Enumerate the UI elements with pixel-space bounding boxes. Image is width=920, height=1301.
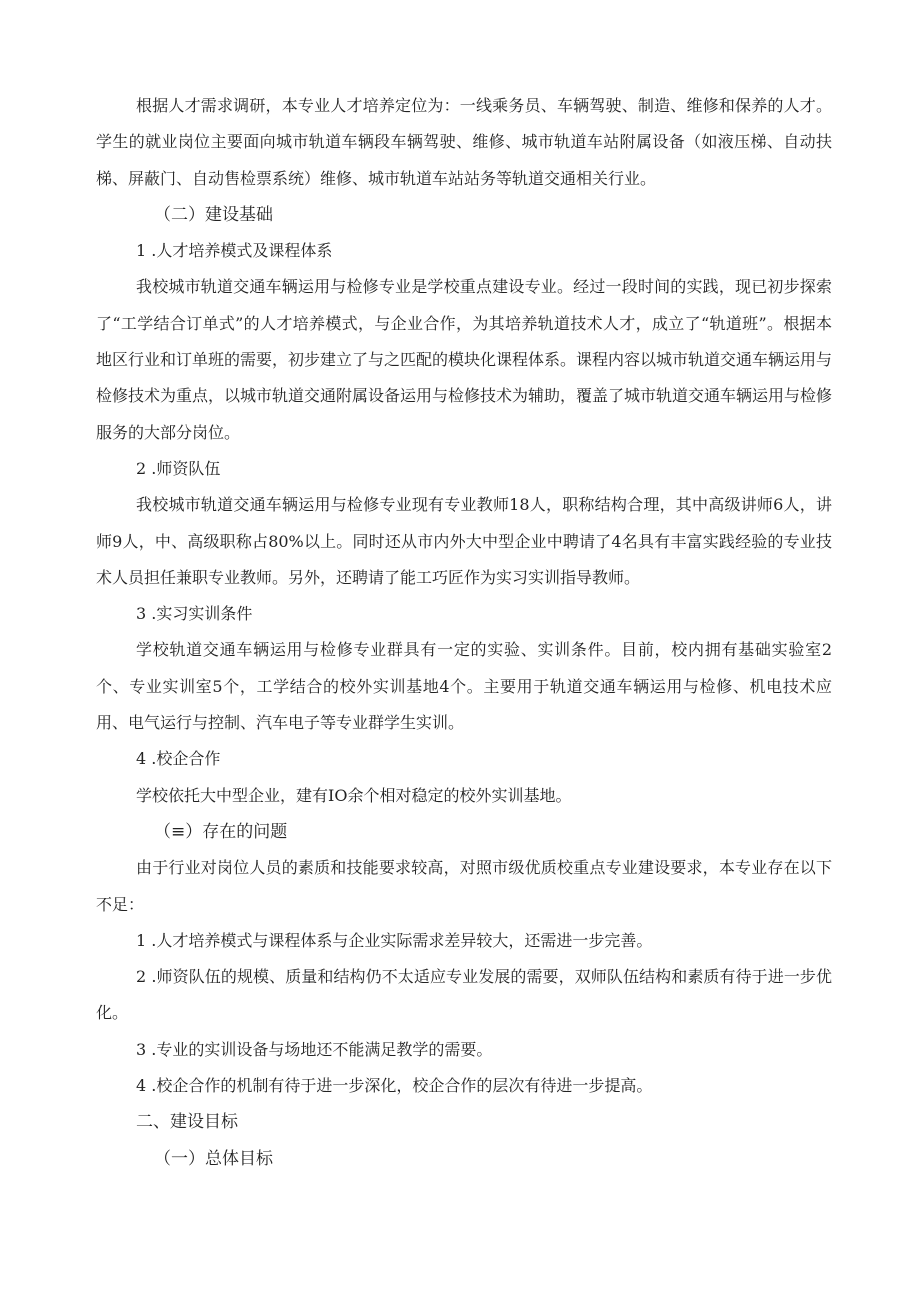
section-b-title: （二）建设基础 — [154, 204, 273, 225]
sub3-title: 3 .实习实训条件 — [136, 604, 253, 624]
intro-paragraph: 根据人才需求调研，本专业人才培养定位为：一线乘务员、车辆驾驶、制造、维修和保养的人才。学生的就业岗位主要面向城市轨道车辆段车辆驾驶、维修、城市轨道车站附属设备（如液压梯、自动扶梯、屏蔽门、自动售检票系统）维修、城市轨道车站站务等轨道交通相关行业。 — [96, 96, 832, 188]
sub3-body: 学校轨道交通车辆运用与检修专业群具有一定的实验、实训条件。目前，校内拥有基础实验室2个、专业实训室5个，工学结合的校外实训基地4个。主要用于轨道交通车辆运用与检修、机电技术应用、电气运行与控制、汽车电子等专业群学生实训。 — [96, 640, 832, 733]
sub2-title: 2 .师资队伍 — [136, 458, 221, 478]
issue-item-2: 2 .师资队伍的规模、质量和结构仍不太适应专业发展的需要，双师队伍结构和素质有待于进一步优化。 — [96, 967, 832, 1023]
sub1-title: 1 .人才培养模式及课程体系 — [136, 241, 333, 261]
issue-item-1: 1 .人才培养模式与课程体系与企业实际需求差异较大，还需进一步完善。 — [136, 930, 653, 950]
section-c-title: （≡）存在的问题 — [154, 821, 288, 842]
section-c-body: 由于行业对岗位人员的素质和技能要求较高，对照市级优质校重点专业建设要求，本专业存在以下不足： — [96, 858, 832, 914]
sub2-body: 我校城市轨道交通车辆运用与检修专业现有专业教师18人，职称结构合理，其中高级讲师6人，讲师9人，中、高级职称占80%以上。同时还从市内外大中型企业中聘请了4名具有丰富实践经验的专业技术人员担任兼职专业教师。另外，还聘请了能工巧匠作为实习实训指导教师。 — [96, 495, 832, 587]
issue-item-4: 4 .校企合作的机制有待于进一步深化，校企合作的层次有待进一步提高。 — [136, 1076, 653, 1096]
chapter2-sub1-title: （一）总体目标 — [154, 1148, 273, 1169]
sub4-title: 4 .校企合作 — [136, 749, 221, 769]
sub4-body: 学校依托大中型企业，建有IO余个相对稳定的校外实训基地。 — [136, 785, 572, 805]
document-page — [96, 88, 832, 1177]
issue-item-3: 3 .专业的实训设备与场地还不能满足教学的需要。 — [136, 1039, 493, 1059]
sub1-body: 我校城市轨道交通车辆运用与检修专业是学校重点建设专业。经过一段时间的实践，现已初步探索了“工学结合订单式”的人才培养模式，与企业合作，为其培养轨道技术人才，成立了“轨道班”。根据本地区行业和订单班的需要，初步建立了与之匹配的模块化课程体系。课程内容以城市轨道交通车辆运用与检修技术为重点，以城市轨道交通附属设备运用与检修技术为辅助，覆盖了城市轨道交通车辆运用与检修服务的大部分岗位。 — [96, 277, 833, 442]
chapter2-title: 二、建设目标 — [136, 1112, 238, 1133]
